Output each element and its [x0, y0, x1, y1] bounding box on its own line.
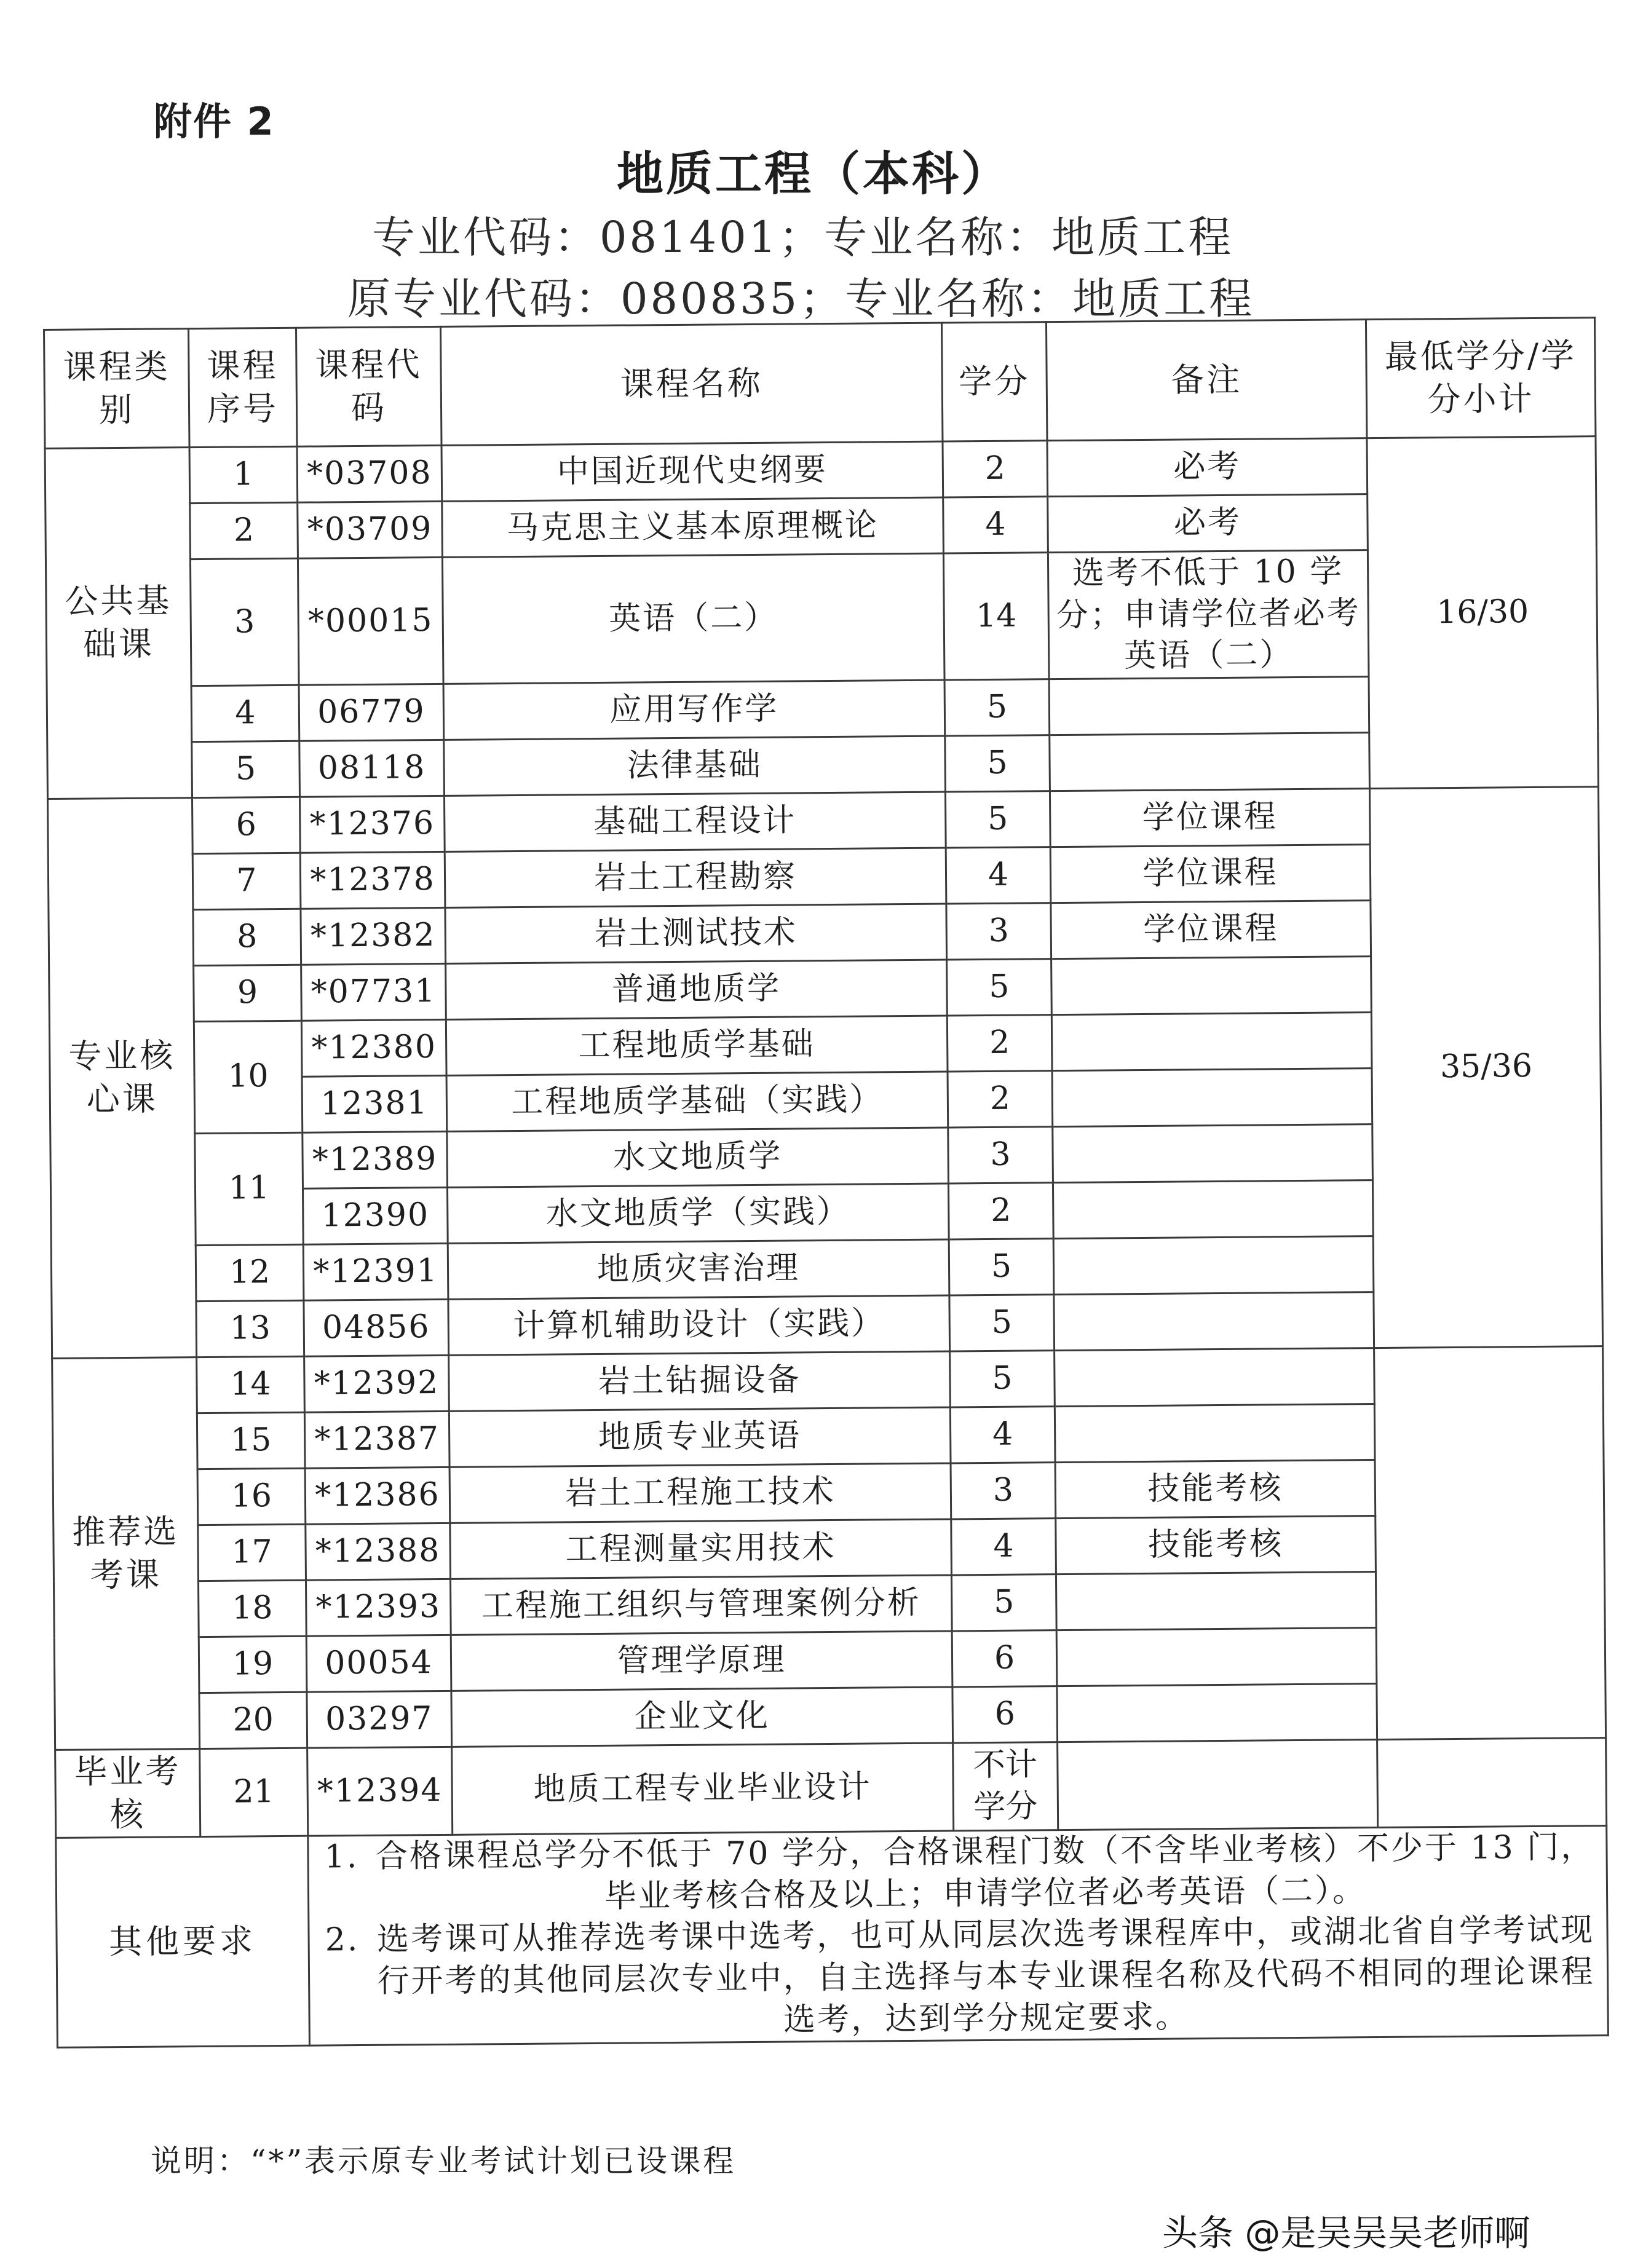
credits-cell: 不计学分	[953, 1742, 1058, 1831]
credits-cell: 2	[947, 1014, 1052, 1071]
seq-cell: 7	[192, 853, 301, 909]
name-cell: 企业文化	[451, 1687, 953, 1747]
seq-cell: 8	[193, 909, 301, 965]
code-cell: *12389	[303, 1131, 448, 1188]
remark-cell	[1056, 1571, 1376, 1630]
code-cell: *12380	[301, 1019, 446, 1077]
code-cell: *12386	[305, 1467, 450, 1524]
requirement-item	[314, 1910, 1602, 2045]
name-cell: 岩土测试技术	[445, 904, 947, 963]
remark-cell	[1056, 1627, 1377, 1686]
requirement-text: 合格课程总学分不低于 70 学分，合格课程门数（不含毕业考核）不少于 13 门，毕业考核合格及以上；申请学位者必考英语（二）。	[375, 1828, 1595, 1915]
watermark: 头条 @是吴吴吴老师啊	[1162, 2212, 1530, 2254]
credits-cell: 5	[949, 1294, 1055, 1351]
remark-cell	[1053, 1124, 1373, 1182]
remark-cell: 学位课程	[1051, 900, 1371, 958]
name-cell: 计算机辅助设计（实践）	[448, 1295, 950, 1355]
seq-cell: 12	[196, 1244, 304, 1301]
category-cell: 公共基础课	[45, 448, 192, 799]
other-requirements-row	[56, 1826, 1609, 2048]
credits-cell: 2	[943, 441, 1048, 497]
code-cell: *12388	[306, 1523, 451, 1580]
name-cell: 工程施工组织与管理案例分析	[450, 1575, 952, 1635]
remark-cell	[1051, 1012, 1372, 1070]
code-cell: 00054	[306, 1635, 451, 1692]
seq-cell: 18	[199, 1580, 307, 1637]
subtotal-cell: 16/30	[1367, 437, 1598, 789]
remark-cell	[1051, 956, 1372, 1014]
remark-cell: 技能考核	[1055, 1460, 1376, 1518]
table-row	[55, 1737, 1607, 1838]
seq-cell: 9	[194, 965, 302, 1021]
attachment-label: 附件 2	[154, 99, 275, 144]
remark-cell	[1053, 1180, 1373, 1238]
old-major-code-line: 原专业代码：080835；专业名称：地质工程	[347, 274, 1255, 324]
subtotal-cell: 35/36	[1369, 786, 1602, 1348]
remark-cell: 必考	[1047, 438, 1368, 497]
credits-cell: 2	[948, 1182, 1053, 1239]
subtotal-cell	[1377, 1737, 1607, 1827]
code-cell: *12393	[306, 1579, 451, 1636]
code-cell: *12378	[300, 851, 445, 909]
seq-cell: 3	[190, 558, 299, 686]
name-cell: 工程地质学基础（实践）	[446, 1072, 948, 1131]
credits-cell: 4	[946, 847, 1051, 903]
credits-cell: 5	[949, 1238, 1054, 1295]
header-credits: 学分	[941, 322, 1047, 441]
name-cell: 岩土工程勘察	[445, 848, 946, 907]
name-cell: 工程测量实用技术	[450, 1519, 952, 1579]
remark-cell	[1050, 732, 1370, 791]
remark-cell	[1055, 1404, 1375, 1462]
code-cell: *12392	[304, 1355, 449, 1412]
credits-cell: 6	[952, 1630, 1057, 1686]
name-cell: 中国近现代史纲要	[441, 441, 943, 501]
footnote: 说明：“*”表示原专业考试计划已设课程	[151, 2143, 737, 2179]
credits-cell: 5	[950, 1350, 1055, 1407]
header-remark: 备注	[1046, 320, 1366, 441]
remark-cell: 技能考核	[1056, 1515, 1376, 1574]
code-cell: *12376	[299, 796, 445, 853]
name-cell: 水文地质学（实践）	[447, 1183, 949, 1243]
credits-cell: 4	[950, 1406, 1055, 1463]
name-cell: 英语（二）	[442, 553, 944, 684]
name-cell: 基础工程设计	[444, 792, 946, 851]
seq-cell: 11	[195, 1132, 303, 1245]
category-cell: 推荐选考课	[52, 1357, 200, 1750]
name-cell: 工程地质学基础	[446, 1016, 948, 1075]
remark-cell: 选考不低于 10 学分；申请学位者必考英语（二）	[1048, 550, 1369, 679]
header-name: 课程名称	[440, 323, 942, 445]
code-cell: 06779	[299, 684, 444, 741]
remark-cell: 学位课程	[1050, 788, 1370, 847]
credits-cell: 4	[951, 1518, 1056, 1575]
name-cell: 地质专业英语	[449, 1407, 951, 1467]
remark-cell: 必考	[1048, 494, 1368, 553]
seq-cell: 19	[199, 1636, 307, 1693]
header-code: 课程代码	[296, 326, 441, 446]
seq-cell: 4	[191, 685, 299, 741]
requirement-text: 选考课可从推荐选考课中选考，也可从同层次选考课程库中，或湖北省自学考试现行开考的其他同层次专业中，自主选择与本专业课程名称及代码不相同的理论课程选考，达到学分规定要求。	[376, 1911, 1595, 2039]
code-cell: 08118	[299, 740, 445, 797]
name-cell: 马克思主义基本原理概论	[442, 497, 944, 557]
code-cell: 12381	[302, 1075, 447, 1132]
code-cell: *03708	[297, 445, 442, 502]
credits-cell: 5	[945, 791, 1050, 847]
credits-cell: 2	[948, 1070, 1053, 1127]
remark-cell	[1049, 676, 1369, 735]
seq-cell: 2	[190, 502, 298, 559]
other-requirements-body	[308, 1826, 1609, 2046]
document-title: 地质工程（本科）	[617, 146, 1010, 201]
name-cell: 地质灾害治理	[448, 1239, 949, 1299]
category-cell: 专业核心课	[48, 797, 197, 1358]
requirement-number: 1.	[324, 1838, 359, 1876]
code-cell: *12387	[304, 1411, 449, 1468]
seq-cell: 21	[200, 1748, 308, 1837]
credits-cell: 5	[947, 958, 1052, 1015]
credits-cell: 5	[951, 1574, 1056, 1630]
header-category: 课程类别	[44, 329, 190, 449]
credits-cell: 3	[948, 1126, 1053, 1183]
credits-cell: 5	[944, 679, 1050, 735]
requirement-number: 2.	[325, 1921, 360, 1959]
remark-cell	[1057, 1683, 1377, 1742]
seq-cell: 5	[192, 741, 300, 797]
seq-cell: 15	[197, 1412, 305, 1469]
seq-cell: 13	[196, 1300, 304, 1357]
remark-cell	[1058, 1739, 1378, 1830]
seq-cell: 10	[194, 1021, 302, 1133]
name-cell: 地质工程专业毕业设计	[452, 1743, 954, 1835]
remark-cell: 学位课程	[1050, 844, 1371, 903]
code-cell: *12391	[303, 1243, 448, 1300]
credits-cell: 3	[951, 1462, 1056, 1519]
remark-cell	[1052, 1068, 1372, 1126]
code-cell: 12390	[303, 1187, 448, 1244]
remark-cell	[1055, 1348, 1375, 1406]
name-cell: 岩土钻掘设备	[449, 1351, 951, 1411]
code-cell: *00015	[298, 557, 443, 685]
credits-cell: 14	[943, 553, 1049, 680]
requirement-item	[314, 1827, 1601, 1920]
credits-cell: 3	[946, 903, 1051, 959]
name-cell: 管理学原理	[451, 1631, 952, 1691]
subtotal-cell	[1374, 1346, 1606, 1739]
credits-cell: 4	[943, 497, 1048, 553]
name-cell: 应用写作学	[443, 680, 945, 740]
seq-cell: 16	[197, 1468, 306, 1525]
code-cell: *03709	[298, 501, 443, 558]
code-cell: *12382	[301, 907, 446, 965]
course-plan-table	[43, 317, 1609, 2049]
seq-cell: 1	[189, 446, 298, 503]
header-seq: 课程序号	[189, 328, 298, 447]
name-cell: 岩土工程施工技术	[449, 1463, 951, 1523]
credits-cell: 6	[952, 1686, 1058, 1742]
seq-cell: 14	[197, 1356, 305, 1413]
seq-cell: 6	[192, 797, 300, 853]
other-requirements-label: 其他要求	[56, 1836, 310, 2047]
name-cell: 水文地质学	[447, 1128, 949, 1187]
remark-cell	[1053, 1236, 1374, 1294]
category-cell: 毕业考核	[55, 1748, 200, 1838]
code-cell: *07731	[301, 963, 446, 1021]
code-cell: 04856	[304, 1299, 449, 1356]
name-cell: 普通地质学	[446, 960, 948, 1019]
table-row	[46, 548, 1597, 687]
table-header-row	[44, 318, 1596, 449]
code-cell: 03297	[307, 1691, 452, 1748]
remark-cell	[1054, 1292, 1374, 1350]
name-cell: 法律基础	[444, 736, 946, 796]
seq-cell: 17	[198, 1524, 306, 1581]
header-subtotal: 最低学分/学分小计	[1366, 318, 1596, 438]
major-code-line: 专业代码：081401；专业名称：地质工程	[372, 212, 1234, 263]
seq-cell: 20	[199, 1692, 307, 1748]
credits-cell: 5	[945, 735, 1050, 791]
code-cell: *12394	[307, 1747, 453, 1836]
